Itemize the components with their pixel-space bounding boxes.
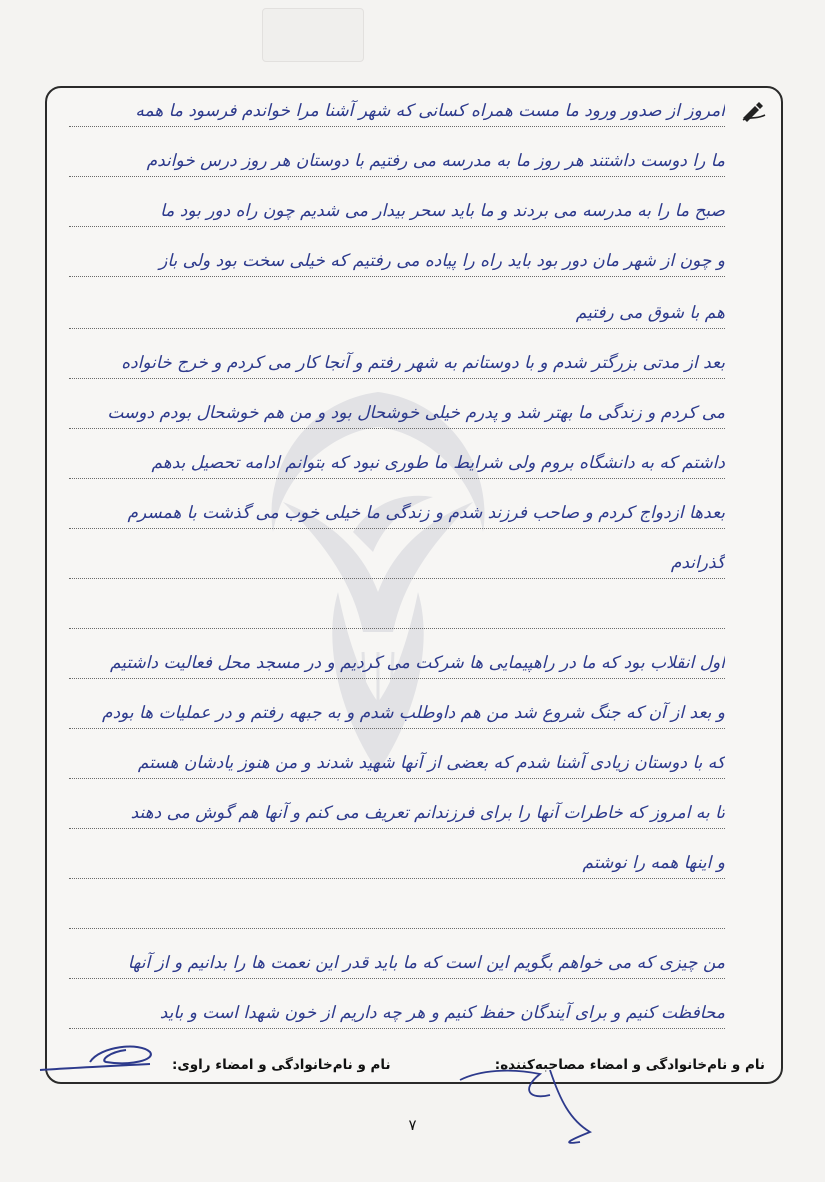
pen-writing-icon <box>741 102 767 122</box>
ruled-line <box>69 226 725 227</box>
handwritten-line: و چون از شهر مان دور بود باید راه را پیاده می رفتیم که خیلی سخت بود ولی باز <box>159 251 725 271</box>
ruled-line <box>69 378 725 379</box>
page-frame <box>45 86 783 1084</box>
handwritten-line: محافظت کنیم و برای آیندگان حفظ کنیم و هر چه داریم از خون شهدا است و باید <box>159 1003 725 1023</box>
ruled-line <box>69 276 725 277</box>
handwritten-line: بعدها ازدواج کردم و صاحب فرزند شدم و زندگی ما خیلی خوب می گذشت با همسرم <box>127 503 725 523</box>
handwritten-line: من چیزی که می خواهم بگویم این است که ما باید قدر این نعمت ها را بدانیم و از آنها <box>127 953 725 973</box>
ruled-line <box>69 678 725 679</box>
page-number: ۷ <box>408 1116 417 1134</box>
ruled-line <box>69 578 725 579</box>
handwritten-line: هم با شوق می رفتیم <box>575 303 725 323</box>
ruled-line <box>69 728 725 729</box>
handwritten-line: داشتم که به دانشگاه بروم ولی شرایط ما طوری نبود که بتوانم ادامه تحصیل بدهم <box>151 453 725 473</box>
handwritten-line: اول انقلاب بود که ما در راهپیمایی ها شرکت می کردیم و در مسجد محل فعالیت داشتیم <box>109 653 725 673</box>
handwritten-line: گذراندم <box>670 553 725 573</box>
handwritten-line: می کردم و زندگی ما بهتر شد و پدرم خیلی خوشحال بود و من هم خوشحال بودم دوست <box>107 403 725 423</box>
ruled-line <box>69 778 725 779</box>
ruled-line <box>69 628 725 629</box>
handwritten-line: که با دوستان زیادی آشنا شدم که بعضی از آنها شهید شدند و من هنوز یادشان هستم <box>137 753 725 773</box>
narrator-signature-label: نام و نام‌خانوادگی و امضاء راوی: <box>172 1057 391 1073</box>
handwritten-line: امروز از صدور ورود ما مست همراه کسانی که شهر آشنا مرا خواندم فرسود ما همه <box>135 101 725 121</box>
ruled-line <box>69 828 725 829</box>
handwritten-line: صبح ما را به مدرسه می بردند و ما باید سحر بیدار می شدیم چون راه دور بود ما <box>160 201 725 221</box>
ruled-line <box>69 928 725 929</box>
handwritten-line: تا به امروز که خاطرات آنها را برای فرزندانم تعریف می کنم و آنها هم گوش می دهند <box>130 803 725 823</box>
ruled-line <box>69 478 725 479</box>
interviewer-signature-label: نام و نام‌خانوادگی و امضاء مصاحبه‌کننده: <box>494 1057 765 1073</box>
ruled-line <box>69 528 725 529</box>
ruled-line <box>69 126 725 127</box>
ruled-line <box>69 176 725 177</box>
handwritten-line: و اینها همه را نوشتم <box>582 853 725 873</box>
narrator-signature <box>30 1028 180 1078</box>
handwritten-line: ما را دوست داشتند هر روز ما به مدرسه می رفتیم با دوستان هر روز درس خواندم <box>146 151 725 171</box>
ruled-line <box>69 978 725 979</box>
ruled-line <box>69 878 725 879</box>
handwritten-line: و بعد از آن که جنگ شروع شد من هم داوطلب شدم و به جبهه رفتم و در عملیات ها بودم <box>102 703 725 723</box>
ruled-line <box>69 428 725 429</box>
header-stamp <box>262 8 364 62</box>
handwritten-line: بعد از مدتی بزرگتر شدم و با دوستانم به شهر رفتم و آنجا کار می کردم و خرج خانواده <box>121 353 725 373</box>
ruled-line <box>69 328 725 329</box>
